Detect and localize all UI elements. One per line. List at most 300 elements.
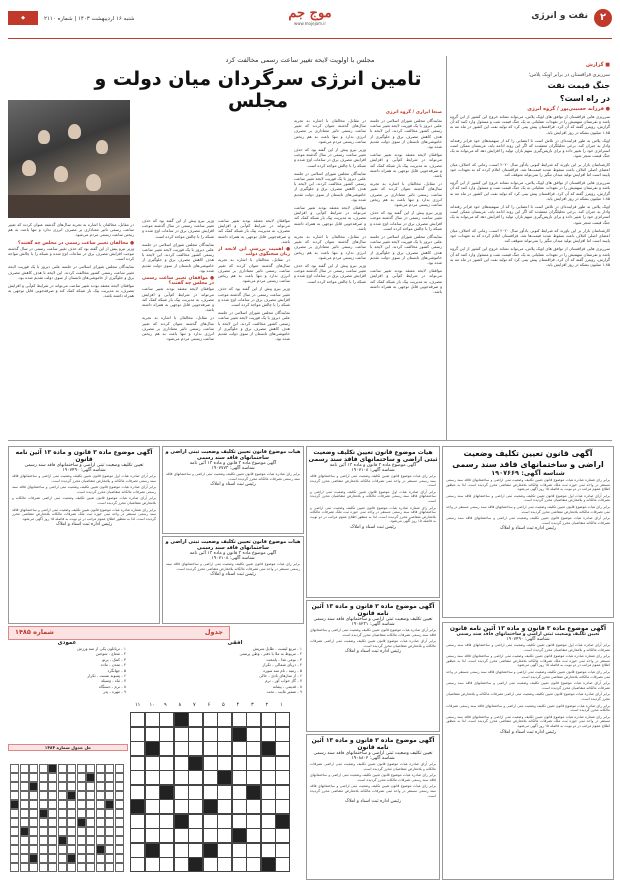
ad-footer: رئیس ثبت اسناد و املاک (210, 482, 256, 488)
crossword-cell[interactable] (203, 770, 218, 785)
crossword-cell[interactable] (261, 814, 276, 829)
solution-cell (20, 782, 29, 791)
crossword-grid[interactable] (130, 700, 302, 874)
solution-cell (105, 818, 114, 827)
ad-body: برابر آرای صادره هیات اول موضوع قانون تعیین تکلیف وضعیت ثبتی اراضی و ساختمانهای فاقد سند رسمی تصرفات مالکانه و بلامعارض متقاضیان محرز گردیده است. (310, 489, 436, 503)
paragraph: نمایندگان مجلس شورای اسلامی در جلسه علنی دیروز با یک فوریت لایحه تغییر ساعت رسمی کشور مخالفت کردند. این لایحه با هدف کاهش مصرف برق و جلوگیری از خاموشی‌های تابستان از سوی دولت تقدیم شده بود. (294, 170, 366, 202)
solution-cell (86, 863, 95, 872)
crossword-cell[interactable] (261, 741, 276, 756)
ad-body: برابر رای صادره هیات موضوع قانون تعیین تکلیف وضعیت ثبتی اراضی و ساختمانهای فاقد سند رسمی تصرفات مالکانه محرز گردیده است. (446, 703, 610, 713)
ad-title: هیات موضوع قانون تعیین تکلیف وضعیت ثبتی اراضی و ساختمانهای فاقد سند رسمی (165, 449, 301, 461)
vertical-label: عمودی (57, 640, 77, 646)
crossword-cell[interactable] (159, 756, 174, 771)
crossword-cell[interactable] (246, 785, 261, 800)
legal-ad (442, 446, 614, 618)
ad-body: برابر رای شماره صادره هیات موضوع قانون تعیین تکلیف وضعیت ثبتی اراضی و ساختمانهای فاقد سند رسمی مستقر در واحد ثبتی حوزه ثبت ملک تصرفات مالکانه بلامعارض متقاضی محرز گردیده است. لذا به منظور اطلاع عموم مراتب در دو نوبت به فاصله ۱۵ روز آگهی می‌شود. (446, 478, 610, 492)
main-story-col-4 (142, 218, 214, 433)
logo-text: موج جم (288, 6, 332, 21)
crossword-cell[interactable] (174, 727, 189, 742)
solution-cell (48, 800, 57, 809)
crossword-cell[interactable] (217, 756, 232, 771)
crossword-cell[interactable] (159, 770, 174, 785)
solution-cell (67, 854, 76, 863)
crossword-cell[interactable] (174, 799, 189, 814)
crossword-cell[interactable] (275, 712, 290, 727)
solution-cell (29, 863, 38, 872)
solution-cell (10, 809, 19, 818)
solution-cell (39, 845, 48, 854)
crossword-cell[interactable] (130, 857, 145, 872)
solution-cell (20, 845, 29, 854)
crossword-cell[interactable] (261, 727, 276, 742)
crossword-cell[interactable] (275, 756, 290, 771)
solution-cell (115, 773, 124, 782)
crossword-cell[interactable] (261, 828, 276, 843)
solution-cell (39, 809, 48, 818)
crossword-cell[interactable] (203, 727, 218, 742)
solution-cell (67, 809, 76, 818)
crossword-cell[interactable] (232, 785, 247, 800)
solution-cell (86, 773, 95, 782)
solution-cell (96, 827, 105, 836)
crossword-cell[interactable] (217, 741, 232, 756)
crossword-cell[interactable] (203, 828, 218, 843)
main-story-col-5 (8, 222, 134, 433)
paragraph: وزیر نیرو پیش از این گفته بود که حذف تغییر ساعت رسمی در سال گذشته موجب افزایش مصرف برق در ساعات اوج شده و شبکه را با چالش مواجه کرده است. (370, 210, 442, 231)
crossword-cell[interactable] (159, 741, 174, 756)
ad-subtitle: آگهی موضوع ماده ۳ قانون و ماده ۱۳ آئین نامه (329, 463, 417, 468)
solution-cell (48, 764, 57, 773)
solution-cell (29, 845, 38, 854)
ad-body: برابر رای هیات موضوع قانون تعیین تکلیف وضعیت ثبتی اراضی و ساختمانهای فاقد سند رسمی مستقر در واحد ثبتی تصرفات مالکانه بلامعارض متقاضی محرز گردیده است. (310, 784, 436, 798)
solution-cell (86, 791, 95, 800)
solution-cell (86, 764, 95, 773)
vertical-clue: ۳ - کمک - پرتو (102, 656, 126, 662)
crossword-cell[interactable] (203, 843, 218, 858)
crossword-cell[interactable] (203, 756, 218, 771)
crossword-cell[interactable] (232, 843, 247, 858)
crossword-cell[interactable] (203, 814, 218, 829)
crossword-cell[interactable] (275, 828, 290, 843)
solution-cell (58, 863, 67, 872)
ad-body: برابر آرای صادره هیات اول موضوع قانون تعیین تکلیف وضعیت ثبتی اراضی و ساختمانهای فاقد سند رسمی تصرفات مالکانه و بلامعارض متقاضیان محرز گردیده است. (446, 493, 610, 503)
crossword-cell[interactable] (232, 727, 247, 742)
crossword-cell[interactable] (203, 799, 218, 814)
issue-info: شنبه ۱۶ اردیبهشت ۱۴۰۳ | شماره ۲۱۱۰ (44, 16, 135, 22)
crossword-cell[interactable] (275, 785, 290, 800)
crossword-horizontal-clues (168, 640, 302, 695)
grid-column-number: ۲ (265, 702, 269, 708)
newspaper-logo[interactable] (270, 6, 350, 26)
solution-cell (105, 854, 114, 863)
ad-footer: رئیس اداره ثبت اسناد و املاک (344, 649, 402, 655)
side-story-byline: ● فرزانه حسینی‌پور / گروه انرژی (527, 106, 610, 112)
legal-ad (162, 446, 304, 534)
crossword-cell[interactable] (232, 828, 247, 843)
horizontal-clue: ۴ - دریای شمالی - تکرار (262, 662, 302, 668)
solution-cell (39, 854, 48, 863)
crossword-header (8, 626, 230, 640)
crossword-cell[interactable] (130, 814, 145, 829)
logo-url: www.mojejam.ir (293, 21, 327, 26)
ad-title: آگهی موضوع ماده ۳ قانون و ماده ۱۳ آئین نامه قانون (311, 737, 435, 751)
crossword-cell[interactable] (246, 814, 261, 829)
crossword-cell[interactable] (217, 843, 232, 858)
solution-cell (29, 836, 38, 845)
crossword-cell[interactable] (232, 712, 247, 727)
crossword-cell[interactable] (275, 770, 290, 785)
crossword-cell[interactable] (261, 770, 276, 785)
crossword-cell[interactable] (203, 712, 218, 727)
crossword-cell[interactable] (174, 741, 189, 756)
solution-cell (105, 845, 114, 854)
crossword-cell[interactable] (232, 814, 247, 829)
ad-title: آگهی قانون تعیین تکلیف وضعیت (463, 449, 593, 458)
crossword-cell[interactable] (261, 857, 276, 872)
paragraph: موافقان لایحه معتقد بودند تغییر ساعت می‌تواند در شرایط کم‌آبی و افزایش مصرف، به مدیریت پیک بار شبکه کمک کند و صرفه‌جویی قابل توجهی به همراه داشته باشد. (218, 218, 290, 244)
ad-number: شناسه آگهی: ۱۹۰۷۷۷۳ (211, 466, 255, 471)
legal-ad (162, 536, 304, 624)
solution-cell (29, 764, 38, 773)
solution-cell (20, 791, 29, 800)
legal-ad (306, 446, 440, 598)
crossword-cell[interactable] (145, 857, 160, 872)
solution-cell (58, 854, 67, 863)
crossword-cell[interactable] (246, 756, 261, 771)
ad-body: برابر آرای صادره هیات موضوع قانون تعیین تکلیف وضعیت ثبتی اراضی و ساختمانهای فاقد سند رسمی تصرفات مالکانه متقاضیان محرز گردیده است. (446, 681, 610, 690)
crossword-cell[interactable] (275, 727, 290, 742)
solution-cell (86, 782, 95, 791)
crossword-cell[interactable] (188, 857, 203, 872)
ad-number: شناسه آگهی: ۱۹۰۷۱۰۸ (211, 556, 255, 561)
vertical-clue: ۵ - جهانگرد (107, 667, 126, 673)
crossword-cell[interactable] (275, 799, 290, 814)
ad-body: برابر آرای صادره هیات موضوع قانون تعیین تکلیف وضعیت ثبتی اراضی تصرفات مالکانه و بلامعارض متقاضیان محرز گردیده است. (310, 762, 436, 771)
crossword-solution-grid (8, 760, 126, 874)
main-story-title[interactable]: تامین انرژی سرگردان میان دولت و مجلس (94, 68, 422, 112)
legal-ad (306, 734, 440, 880)
crossword-cell[interactable] (217, 828, 232, 843)
crossword-cell[interactable] (174, 756, 189, 771)
solution-cell (67, 764, 76, 773)
crossword-cell[interactable] (145, 814, 160, 829)
paragraph: موافقان لایحه معتقد بودند تغییر ساعت می‌تواند در شرایط کم‌آبی و افزایش مصرف، به مدیریت پیک بار شبکه کمک کند و صرفه‌جویی قابل توجهی به همراه داشته باشد. (8, 283, 134, 299)
crossword-cell[interactable] (275, 843, 290, 858)
crossword-cell[interactable] (174, 785, 189, 800)
solution-cell (115, 764, 124, 773)
horizontal-clue: ۶ - از سازهای بادی - خالی (259, 673, 302, 679)
solution-cell (105, 764, 114, 773)
crossword-cell[interactable] (174, 770, 189, 785)
crossword-cell[interactable] (203, 785, 218, 800)
horizontal-clue: ۲ - مربوط به ملا یا دفتر - وطن پرستی (239, 651, 302, 657)
crossword-cell[interactable] (217, 712, 232, 727)
crossword-cell[interactable] (232, 799, 247, 814)
ad-footer: رئیس اداره ثبت اسناد و املاک (499, 729, 557, 735)
horizontal-clue: ۸ - قدیمی - پیمانه (272, 683, 302, 689)
solution-cell (86, 845, 95, 854)
vertical-clue: ۱ - تریاتلون یکی از سه ورزش (77, 646, 126, 651)
solution-cell (39, 773, 48, 782)
crossword-cell[interactable] (188, 770, 203, 785)
paragraph: در مقابل، مخالفان با اشاره به تجربه سال‌های گذشته عنوان کردند که تغییر ساعت رسمی تاثیر معناداری بر مصرف انرژی ندارد و تنها باعث به هم ریختن ساعت زیستی مردم می‌شود. (294, 118, 366, 144)
crossword-cell[interactable] (130, 785, 145, 800)
solution-cell (10, 827, 19, 836)
ad-footer: رئیس اداره ثبت اسناد و املاک (55, 522, 113, 528)
crossword-cell[interactable] (217, 727, 232, 742)
main-story-col-1 (370, 118, 442, 433)
solution-cell (58, 791, 67, 800)
crossword-cell[interactable] (246, 843, 261, 858)
crossword-cell[interactable] (130, 712, 145, 727)
ad-footer: رئیس اداره ثبت اسناد و املاک (499, 526, 557, 532)
crossword-cell[interactable] (145, 770, 160, 785)
crossword-cell[interactable] (232, 741, 247, 756)
crossword-cell[interactable] (261, 799, 276, 814)
solution-cell (58, 809, 67, 818)
crossword-cell[interactable] (159, 857, 174, 872)
crossword-cell[interactable] (275, 814, 290, 829)
crossword-cell[interactable] (275, 741, 290, 756)
solution-cell (20, 818, 29, 827)
paragraph: موافقان لایحه معتقد بودند تغییر ساعت می‌تواند در شرایط کم‌آبی و افزایش مصرف، به مدیریت پیک بار شبکه کمک کند و صرفه‌جویی قابل توجهی به همراه داشته باشد. (294, 205, 366, 231)
solution-cell (67, 845, 76, 854)
crossword-cell[interactable] (246, 712, 261, 727)
page-number: ۲ (594, 9, 612, 27)
crossword-cell[interactable] (174, 712, 189, 727)
solution-cell (96, 773, 105, 782)
solution-cell (96, 845, 105, 854)
crossword-cell[interactable] (232, 857, 247, 872)
column-divider (446, 56, 447, 440)
ad-body: برابر رای صادره هیات موضوع قانون تعیین تکلیف وضعیت ثبتی اراضی و ساختمانهای فاقد سند رسمی تصرفات مالکانه محرز گردیده است. (166, 472, 300, 481)
solution-cell (105, 791, 114, 800)
grid-column-number: ۶ (207, 702, 211, 708)
side-story-pretitle: سرریزی قزاقستان در برابر اوپک پلاس؛ (528, 72, 610, 78)
solution-cell (77, 773, 86, 782)
solution-cell (39, 782, 48, 791)
solution-cell (86, 800, 95, 809)
grid-column-number: ۵ (222, 702, 225, 708)
ad-body: برابر رای شماره صادره هیات موضوع قانون تعیین تکلیف وضعیت ثبتی اراضی و ساختمانهای فاقد سند رسمی مستقر در واحد ثبتی حوزه ثبت ملک تصرفات مالکانه بلامعارض متقاضی محرز گردیده است. لذا به منظور اطلاع عموم مراتب در دو نوبت به فاصله ۱۵ روز آگهی می‌شود. (310, 505, 436, 524)
ad-body: برابر رای هیات موضوع قانون تعیین تکلیف وضعیت ثبتی اراضی و ساختمانهای فاقد سند رسمی مستقر در واحد ثبتی تصرفات مالکانه بلامعارض متقاضی محرز گردیده است. (310, 474, 436, 488)
solution-cell (10, 845, 19, 854)
crossword-cell[interactable] (217, 785, 232, 800)
grid-column-number: ۳ (251, 702, 254, 708)
crossword-cell[interactable] (261, 712, 276, 727)
crossword-cell[interactable] (145, 799, 160, 814)
solution-cell (105, 836, 114, 845)
ad-body: برابر آرای صادره هیات موضوع قانون تعیین تکلیف وضعیت ثبتی اراضی تصرفات مالکانه و بلامعارض متقاضیان محرز گردیده است. (446, 692, 610, 701)
paragraph: وزیر نیرو پیش از این گفته بود که حذف تغییر ساعت رسمی در سال گذشته موجب افزایش مصرف برق در ساعات اوج شده و شبکه را با چالش مواجه کرده است. (142, 218, 214, 239)
crossword-cell[interactable] (246, 770, 261, 785)
solution-cell (105, 809, 114, 818)
crossword-cell[interactable] (174, 843, 189, 858)
solution-cell (58, 782, 67, 791)
solution-cell (48, 854, 57, 863)
solution-cell (48, 818, 57, 827)
crossword-cell[interactable] (217, 770, 232, 785)
vertical-clue: ۶ - پسوند نسبت - تکرار (87, 673, 126, 679)
solution-cell (48, 809, 57, 818)
crossword-cell[interactable] (159, 727, 174, 742)
crossword-cell[interactable] (232, 770, 247, 785)
solution-cell (77, 791, 86, 800)
solution-cell (67, 818, 76, 827)
solution-cell (96, 818, 105, 827)
solution-cell (96, 800, 105, 809)
ad-subtitle: تعیین تکلیف وضعیت ثبتی اراضی و ساختمانهای فاقد سند رسمی (24, 463, 144, 468)
side-story-headline[interactable]: جنگ قیمت نفت (547, 81, 610, 90)
solution-cell (67, 827, 76, 836)
solution-cell (48, 845, 57, 854)
ad-body: برابر آرای صادره هیات موضوع قانون تعیین تکلیف وضعیت ثبتی اراضی تصرفات مالکانه و بلامعارض متقاضیان محرز گردیده است. (12, 496, 156, 505)
solution-cell (77, 827, 86, 836)
paragraph: در مقابل، مخالفان با اشاره به تجربه سال‌های گذشته عنوان کردند که تغییر ساعت رسمی تاثیر معناداری بر مصرف انرژی ندارد و تنها باعث به هم ریختن ساعت زیستی مردم می‌شود. (370, 181, 442, 208)
ad-number: شناسه آگهی: ۱۹۰۸۲۳۱ (351, 622, 395, 627)
crossword-cell[interactable] (145, 741, 160, 756)
crossword-cell[interactable] (246, 799, 261, 814)
ad-title: آگهی موضوع ماده ۳ قانون و ماده ۱۳ آئین نامه قانون (311, 603, 435, 617)
crossword-cell[interactable] (246, 727, 261, 742)
main-story-subhead: ● مخالفان تغییر ساعت رسمی در مجلس چه گفتند؟ (17, 240, 134, 246)
crossword-cell[interactable] (261, 756, 276, 771)
ad-body: برابر آرای صادره هیات موضوع قانون تعیین تکلیف وضعیت ثبتی اراضی و ساختمانهای فاقد سند رسمی تصرفات مالکانه متقاضیان محرز گردیده است. (446, 516, 610, 525)
crossword-cell[interactable] (145, 756, 160, 771)
crossword-cell[interactable] (246, 741, 261, 756)
section-title: نفت و انرژی (531, 11, 588, 21)
crossword-cell[interactable] (130, 828, 145, 843)
crossword-cell[interactable] (275, 857, 290, 872)
crossword-cell[interactable] (261, 843, 276, 858)
main-story-col-2 (294, 118, 366, 433)
ad-title: آگهی موضوع ماده ۳ قانون و ماده ۱۳ آئین نامه قانون (449, 625, 607, 632)
solution-cell (77, 836, 86, 845)
crossword-cell[interactable] (145, 828, 160, 843)
solution-cell (77, 764, 86, 773)
ad-body: برابر رای هیات موضوع قانون تعیین تکلیف وضعیت ثبتی اراضی و ساختمانهای فاقد سند رسمی مستقر در واحد ثبتی تصرفات مالکانه بلامعارض متقاضی محرز گردیده است. (166, 562, 300, 571)
crossword-cell[interactable] (159, 785, 174, 800)
solution-cell (77, 863, 86, 872)
solution-cell (77, 782, 86, 791)
solution-cell (96, 863, 105, 872)
crossword-cell[interactable] (246, 857, 261, 872)
solution-cell (29, 827, 38, 836)
crossword-cell[interactable] (232, 756, 247, 771)
crossword-cell[interactable] (159, 828, 174, 843)
paragraph: در مقابل، مخالفان با اشاره به تجربه سال‌های گذشته عنوان کردند که تغییر ساعت رسمی تاثیر معناداری بر مصرف انرژی ندارد و تنها باعث به هم ریختن ساعت زیستی مردم می‌شود. (142, 315, 214, 342)
paragraph: در مقابل، مخالفان با اشاره به تجربه سال‌های گذشته عنوان کردند که تغییر ساعت رسمی تاثیر معناداری بر مصرف انرژی ندارد و تنها باعث به هم ریختن ساعت زیستی مردم می‌شود. (218, 257, 290, 284)
crossword-cell[interactable] (159, 799, 174, 814)
grid-column-number: ۱ (280, 702, 283, 708)
crossword-cell[interactable] (217, 799, 232, 814)
ad-body: برابر رای شماره صادره هیات موضوع قانون تعیین تکلیف وضعیت ثبتی اراضی و ساختمانهای فاقد سند رسمی مستقر در واحد ثبتی حوزه ثبت ملک تصرفات مالکانه بلامعارض متقاضی محرز گردیده است. لذا به منظور اطلاع عموم مراتب در دو نوبت به فاصله ۱۵ روز آگهی می‌شود. (12, 507, 156, 521)
crossword-cell[interactable] (188, 814, 203, 829)
main-story-subhead: ● موافقان تغییر ساعت رسمی در مجلس چه گفتند؟ (142, 276, 214, 287)
ad-number: شناسه آگهی: ۱۹۰۸۸۰۲ (351, 756, 395, 761)
ad-subtitle: تعیین تکلیف وضعیت ثبتی اراضی و ساختمانهای فاقد سند رسمی (313, 617, 433, 622)
crossword-cell[interactable] (261, 785, 276, 800)
solution-cell (10, 863, 19, 872)
crossword-cell[interactable] (159, 843, 174, 858)
crossword-cell[interactable] (217, 857, 232, 872)
crossword-cell[interactable] (130, 756, 145, 771)
page-header (8, 4, 612, 39)
crossword-cell[interactable] (130, 770, 145, 785)
crossword-cell[interactable] (130, 799, 145, 814)
crossword-vertical-clues (8, 640, 126, 695)
crossword-cell[interactable] (188, 727, 203, 742)
crossword-cell[interactable] (130, 727, 145, 742)
crossword-cell[interactable] (188, 741, 203, 756)
crossword-cell[interactable] (174, 828, 189, 843)
solution-cell (115, 836, 124, 845)
solution-cell (67, 782, 76, 791)
crossword-cell[interactable] (217, 814, 232, 829)
crossword-cell[interactable] (203, 857, 218, 872)
crossword-cell[interactable] (188, 756, 203, 771)
ad-body: برابر رای شماره صادره هیات موضوع قانون تعیین تکلیف وضعیت ثبتی اراضی و ساختمانهای فاقد سند رسمی مستقر در واحد ثبتی حوزه ثبت ملک تصرفات مالکانه بلامعارض متقاضی محرز گردیده است. لذا به منظور اطلاع عموم مراتب در دو نوبت به فاصله ۱۵ روز آگهی می‌شود. (446, 654, 610, 668)
crossword-cell[interactable] (188, 712, 203, 727)
crossword-cell[interactable] (145, 843, 160, 858)
solution-cell (10, 854, 19, 863)
crossword-cell[interactable] (174, 857, 189, 872)
section-divider (8, 440, 612, 441)
crossword-cell[interactable] (188, 785, 203, 800)
edition-badge: ◆ (8, 11, 38, 25)
solution-cell (39, 800, 48, 809)
solution-cell (96, 809, 105, 818)
grid-column-number: ۱۰ (149, 702, 155, 708)
legal-ad (442, 622, 614, 880)
paragraph: نمایندگان مجلس شورای اسلامی در جلسه علنی دیروز با یک فوریت لایحه تغییر ساعت رسمی کشور مخالفت کردند. این لایحه با هدف کاهش مصرف برق و جلوگیری از خاموشی‌های تابستان از سوی دولت تقدیم شده بود. (142, 241, 214, 273)
crossword-cell[interactable] (145, 727, 160, 742)
solution-cell (115, 827, 124, 836)
ad-number: شناسه آگهی: ۱۹۰۷۱۰۸ (351, 468, 395, 473)
grid-column-number: ۴ (236, 702, 240, 708)
crossword-cell[interactable] (159, 712, 174, 727)
crossword-cell[interactable] (159, 814, 174, 829)
solution-cell (105, 782, 114, 791)
crossword-cell[interactable] (174, 814, 189, 829)
crossword-cell[interactable] (145, 785, 160, 800)
crossword-cell[interactable] (145, 712, 160, 727)
solution-cell (39, 863, 48, 872)
solution-cell (96, 836, 105, 845)
paragraph: نمایندگان مجلس شورای اسلامی در جلسه علنی دیروز با یک فوریت لایحه تغییر ساعت رسمی کشور مخالفت کردند. این لایحه با هدف کاهش مصرف برق و جلوگیری از خاموشی‌های تابستان از سوی دولت تقدیم شده بود. (8, 264, 134, 280)
solution-cell (67, 773, 76, 782)
crossword-cell[interactable] (130, 843, 145, 858)
solution-cell (96, 764, 105, 773)
crossword-cell[interactable] (203, 741, 218, 756)
ad-title: هیات موضوع قانون تعیین تکلیف وضعیت ثبتی اراضی و ساختمانهای فاقد سند رسمی (165, 539, 301, 551)
solution-cell (10, 773, 19, 782)
crossword-cell[interactable] (188, 843, 203, 858)
solution-cell (115, 791, 124, 800)
crossword-cell[interactable] (188, 828, 203, 843)
solution-cell (67, 863, 76, 872)
paragraph: کارشناسان بازار بر این باورند که شرایط کنونی یادآور سال ۲۰۲۰ است، زمانی که اختلاف میان اعضای اصلی ائتلاف باعث سقوط شدید قیمت‌ها شد. قزاقستان اعلام کرده که به تعهدات خود پایبند است اما افزایش تولید میدان تنگیز را نمی‌تواند متوقف کند. (450, 161, 610, 178)
solution-label: حل جدول شماره ۱۴۸۴ (8, 744, 128, 751)
grid-column-number: ۸ (178, 702, 182, 708)
crossword-cell[interactable] (246, 828, 261, 843)
paragraph: موافقان لایحه معتقد بودند تغییر ساعت می‌تواند در شرایط کم‌آبی و افزایش مصرف، به مدیریت پیک بار شبکه کمک کند و صرفه‌جویی قابل توجهی به همراه داشته باشد. (370, 152, 442, 179)
paragraph: وزیر نیرو پیش از این گفته بود که حذف تغییر ساعت رسمی در سال گذشته موجب افزایش مصرف برق در ساعات اوج شده و شبکه را با چالش مواجه کرده است. (294, 263, 366, 284)
solution-cell (96, 791, 105, 800)
crossword-cell[interactable] (188, 799, 203, 814)
crossword-cell[interactable] (130, 741, 145, 756)
solution-cell (29, 782, 38, 791)
